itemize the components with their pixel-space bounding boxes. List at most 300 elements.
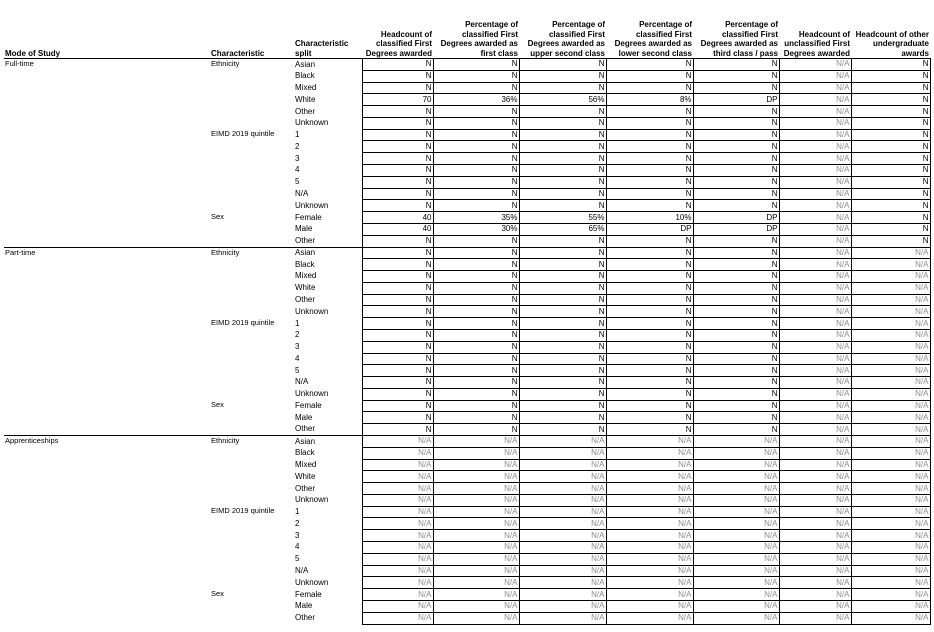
value-cell: N: [362, 282, 433, 294]
value-cell: N/A: [433, 565, 519, 577]
value-cell: N: [693, 424, 779, 436]
characteristic-split-cell: 2: [295, 141, 300, 151]
value-cell: N: [606, 271, 693, 283]
value-cell: N/A: [779, 223, 851, 235]
value-cell: N: [433, 365, 519, 377]
value-cell: N: [362, 365, 433, 377]
col-header-unclassified: Headcount of unclassified First Degrees awarded: [779, 0, 851, 59]
value-cell: N: [433, 106, 519, 118]
value-cell: N/A: [779, 235, 851, 247]
value-cell: 65%: [519, 223, 606, 235]
value-cell: N/A: [851, 471, 930, 483]
value-cell: N/A: [779, 188, 851, 200]
value-cell: N: [362, 165, 433, 177]
value-cell: N/A: [851, 577, 930, 589]
value-cell: N/A: [851, 447, 930, 459]
value-cell: N/A: [851, 483, 930, 495]
value-cell: N: [519, 176, 606, 188]
value-cell: N: [433, 141, 519, 153]
value-cell: N: [433, 259, 519, 271]
value-cell: N/A: [779, 530, 851, 542]
value-cell: N/A: [519, 589, 606, 601]
value-cell: N/A: [851, 494, 930, 506]
value-cell: N/A: [433, 530, 519, 542]
mode-header: Mode of Study: [4, 0, 210, 59]
characteristic-split-cell: Unknown: [295, 200, 329, 210]
value-cell: N/A: [519, 459, 606, 471]
characteristic-split-cell: 5: [295, 177, 300, 187]
value-cell: N: [433, 400, 519, 412]
value-cell: N: [519, 259, 606, 271]
value-cell: N: [851, 70, 930, 82]
value-cell: N/A: [362, 436, 433, 448]
value-cell: N/A: [851, 506, 930, 518]
value-cell: N: [433, 176, 519, 188]
value-cell: N: [519, 165, 606, 177]
value-cell: N: [606, 400, 693, 412]
value-cell: N: [362, 329, 433, 341]
characteristic-split-cell: 2: [295, 518, 300, 528]
value-cell: N: [362, 247, 433, 259]
header-row: [4, 0, 930, 59]
value-cell: N: [606, 341, 693, 353]
value-cell: N: [693, 282, 779, 294]
value-cell: N/A: [779, 106, 851, 118]
value-cell: N/A: [851, 259, 930, 271]
value-cell: N/A: [362, 600, 433, 612]
value-cell: N/A: [779, 553, 851, 565]
value-cell: N: [362, 377, 433, 389]
value-cell: N: [433, 59, 519, 71]
value-cell: N: [362, 318, 433, 330]
table-row: [4, 59, 930, 71]
characteristic-cell: Ethnicity: [210, 247, 294, 318]
value-cell: 10%: [606, 212, 693, 224]
value-cell: N: [519, 129, 606, 141]
value-cell: N: [693, 165, 779, 177]
value-cell: N: [362, 412, 433, 424]
value-cell: N/A: [851, 412, 930, 424]
value-cell: N/A: [693, 483, 779, 495]
value-cell: N/A: [693, 530, 779, 542]
value-cell: N/A: [433, 483, 519, 495]
value-cell: N: [519, 412, 606, 424]
value-cell: N/A: [851, 436, 930, 448]
value-cell: N/A: [606, 530, 693, 542]
value-cell: N: [693, 235, 779, 247]
value-cell: N: [433, 247, 519, 259]
value-cell: N/A: [433, 471, 519, 483]
value-cell: N/A: [693, 565, 779, 577]
characteristic-cell: EIMD 2019 quintile: [211, 506, 275, 516]
value-cell: N: [362, 400, 433, 412]
value-cell: N: [519, 424, 606, 436]
value-cell: N/A: [779, 306, 851, 318]
value-cell: N: [433, 294, 519, 306]
col-header-lower-second: Percentage of classified First Degrees awarded as lower second class: [606, 0, 693, 59]
value-cell: N: [433, 329, 519, 341]
value-cell: N/A: [779, 176, 851, 188]
value-cell: N: [606, 70, 693, 82]
value-cell: N: [693, 59, 779, 71]
value-cell: N/A: [433, 447, 519, 459]
characteristic-split-cell: Unknown: [295, 577, 329, 587]
value-cell: N: [606, 188, 693, 200]
value-cell: N/A: [779, 212, 851, 224]
value-cell: N: [693, 82, 779, 94]
value-cell: N: [851, 59, 930, 71]
value-cell: N: [693, 129, 779, 141]
value-cell: N: [693, 412, 779, 424]
value-cell: N/A: [851, 247, 930, 259]
value-cell: N: [519, 70, 606, 82]
value-cell: N/A: [851, 542, 930, 554]
value-cell: N: [433, 188, 519, 200]
value-cell: N: [606, 329, 693, 341]
value-cell: N/A: [693, 506, 779, 518]
characteristic-split-cell: Unknown: [295, 306, 329, 316]
value-cell: N/A: [693, 589, 779, 601]
value-cell: N: [362, 153, 433, 165]
value-cell: 35%: [433, 212, 519, 224]
value-cell: N: [433, 377, 519, 389]
characteristic-split-cell: White: [295, 283, 316, 293]
value-cell: N/A: [606, 577, 693, 589]
value-cell: N: [519, 200, 606, 212]
value-cell: N: [693, 365, 779, 377]
value-cell: N: [519, 188, 606, 200]
value-cell: N: [519, 388, 606, 400]
value-cell: N/A: [779, 318, 851, 330]
characteristic-split-cell: Black: [295, 259, 315, 269]
value-cell: N/A: [851, 353, 930, 365]
value-cell: N: [433, 388, 519, 400]
value-cell: N/A: [779, 82, 851, 94]
value-cell: N/A: [606, 436, 693, 448]
value-cell: N/A: [362, 506, 433, 518]
value-cell: N/A: [693, 542, 779, 554]
value-cell: N: [362, 388, 433, 400]
value-cell: N/A: [779, 471, 851, 483]
value-cell: N/A: [433, 542, 519, 554]
value-cell: N/A: [433, 506, 519, 518]
value-cell: N: [693, 271, 779, 283]
value-cell: N: [851, 82, 930, 94]
value-cell: N: [362, 306, 433, 318]
mode-of-study-cell: Part-time: [4, 247, 210, 436]
value-cell: N/A: [693, 436, 779, 448]
value-cell: 8%: [606, 94, 693, 106]
value-cell: N/A: [606, 553, 693, 565]
characteristic-cell: Sex: [211, 400, 224, 410]
value-cell: N: [433, 282, 519, 294]
value-cell: N: [606, 176, 693, 188]
value-cell: N/A: [362, 483, 433, 495]
value-cell: N: [606, 82, 693, 94]
value-cell: N: [606, 377, 693, 389]
value-cell: N: [362, 259, 433, 271]
value-cell: N/A: [779, 436, 851, 448]
value-cell: 55%: [519, 212, 606, 224]
value-cell: N/A: [851, 388, 930, 400]
value-cell: N/A: [519, 494, 606, 506]
value-cell: N: [693, 247, 779, 259]
value-cell: N: [606, 294, 693, 306]
value-cell: N/A: [779, 329, 851, 341]
value-cell: N: [519, 400, 606, 412]
value-cell: N/A: [851, 459, 930, 471]
value-cell: N/A: [693, 447, 779, 459]
characteristic-split-cell: Other: [295, 424, 316, 434]
value-cell: N/A: [779, 165, 851, 177]
value-cell: N/A: [779, 483, 851, 495]
value-cell: N/A: [851, 424, 930, 436]
characteristic-split-cell: Other: [295, 613, 316, 623]
value-cell: N: [606, 306, 693, 318]
value-cell: N: [433, 353, 519, 365]
characteristic-split-cell: Mixed: [295, 271, 317, 281]
value-cell: 40: [362, 223, 433, 235]
characteristic-cell: EIMD 2019 quintile: [211, 129, 275, 139]
characteristic-split-cell: 5: [295, 365, 300, 375]
value-cell: N/A: [851, 365, 930, 377]
value-cell: N: [433, 117, 519, 129]
table-row: [4, 247, 930, 259]
value-cell: N/A: [433, 459, 519, 471]
characteristic-cell: Sex: [211, 588, 224, 598]
characteristic-split-cell: 1: [295, 507, 300, 517]
value-cell: N/A: [362, 565, 433, 577]
value-cell: N: [693, 188, 779, 200]
col-header-headcount-classified: Headcount of classified First Degrees awarded: [362, 0, 433, 59]
value-cell: N: [851, 94, 930, 106]
value-cell: N/A: [693, 459, 779, 471]
value-cell: N/A: [606, 506, 693, 518]
characteristic-split-cell: White: [295, 471, 316, 481]
value-cell: N: [519, 59, 606, 71]
value-cell: N: [851, 176, 930, 188]
value-cell: N: [362, 235, 433, 247]
value-cell: N: [519, 377, 606, 389]
value-cell: N: [693, 388, 779, 400]
value-cell: N: [433, 153, 519, 165]
value-cell: N: [851, 212, 930, 224]
value-cell: N/A: [851, 294, 930, 306]
value-cell: N/A: [362, 530, 433, 542]
value-cell: N/A: [779, 282, 851, 294]
value-cell: N: [362, 82, 433, 94]
characteristic-split-cell: Other: [295, 483, 316, 493]
value-cell: N: [362, 141, 433, 153]
value-cell: N/A: [693, 577, 779, 589]
value-cell: N: [433, 235, 519, 247]
characteristic-split-cell: Male: [295, 601, 313, 611]
characteristic-split-cell: N/A: [295, 188, 309, 198]
value-cell: N/A: [693, 518, 779, 530]
value-cell: N: [851, 106, 930, 118]
value-cell: N/A: [779, 518, 851, 530]
value-cell: DP: [693, 223, 779, 235]
value-cell: N: [519, 106, 606, 118]
value-cell: N: [693, 318, 779, 330]
value-cell: N/A: [851, 589, 930, 601]
value-cell: N/A: [851, 600, 930, 612]
value-cell: N/A: [693, 612, 779, 624]
characteristic-split-cell: Asian: [294, 59, 362, 71]
characteristic-split-cell: Black: [295, 71, 315, 81]
value-cell: N/A: [433, 600, 519, 612]
value-cell: N/A: [779, 400, 851, 412]
value-cell: N/A: [433, 577, 519, 589]
value-cell: N: [606, 412, 693, 424]
characteristic-split-cell: Male: [295, 412, 313, 422]
value-cell: N/A: [433, 553, 519, 565]
value-cell: N/A: [693, 600, 779, 612]
value-cell: 40: [362, 212, 433, 224]
value-cell: N/A: [362, 459, 433, 471]
value-cell: N: [519, 318, 606, 330]
value-cell: N: [362, 188, 433, 200]
value-cell: N/A: [779, 612, 851, 624]
value-cell: N/A: [851, 518, 930, 530]
value-cell: N: [851, 200, 930, 212]
value-cell: N/A: [519, 577, 606, 589]
value-cell: N: [693, 341, 779, 353]
value-cell: N/A: [362, 577, 433, 589]
value-cell: N/A: [779, 424, 851, 436]
characteristic-cell: EIMD 2019 quintile: [211, 317, 275, 327]
characteristic-header: Characteristic: [210, 0, 294, 59]
value-cell: N/A: [851, 400, 930, 412]
value-cell: 30%: [433, 223, 519, 235]
value-cell: N: [606, 259, 693, 271]
characteristic-cell: Sex: [211, 211, 224, 221]
value-cell: N: [693, 141, 779, 153]
value-cell: N/A: [779, 565, 851, 577]
characteristic-split-cell: Mixed: [295, 82, 317, 92]
value-cell: N: [362, 341, 433, 353]
value-cell: N/A: [779, 70, 851, 82]
characteristic-split-cell: 4: [295, 542, 300, 552]
table-row: [4, 436, 930, 448]
value-cell: N/A: [362, 447, 433, 459]
value-cell: N: [606, 318, 693, 330]
value-cell: N/A: [519, 565, 606, 577]
value-cell: N: [519, 247, 606, 259]
characteristic-cell: Ethnicity: [210, 59, 294, 130]
value-cell: N/A: [362, 471, 433, 483]
characteristic-split-cell: 3: [295, 153, 300, 163]
value-cell: N: [519, 294, 606, 306]
value-cell: N/A: [779, 459, 851, 471]
value-cell: N: [606, 153, 693, 165]
value-cell: N/A: [779, 494, 851, 506]
value-cell: N: [606, 424, 693, 436]
value-cell: N: [606, 235, 693, 247]
value-cell: N: [362, 200, 433, 212]
characteristic-split-cell: Unknown: [295, 495, 329, 505]
value-cell: N: [606, 200, 693, 212]
degree-outcomes-table: [4, 0, 931, 625]
value-cell: N: [606, 141, 693, 153]
characteristic-split-cell: 2: [295, 330, 300, 340]
value-cell: N/A: [433, 612, 519, 624]
characteristic-split-cell: Asian: [294, 247, 362, 259]
value-cell: N: [433, 70, 519, 82]
value-cell: N/A: [779, 506, 851, 518]
mode-of-study-cell: Apprenticeships: [4, 436, 210, 625]
value-cell: N/A: [779, 200, 851, 212]
characteristic-split-cell: Black: [295, 448, 315, 458]
mode-of-study-cell: Full-time: [4, 59, 210, 248]
value-cell: N/A: [606, 600, 693, 612]
value-cell: 70: [362, 94, 433, 106]
value-cell: N: [693, 377, 779, 389]
value-cell: N/A: [433, 589, 519, 601]
value-cell: N/A: [433, 518, 519, 530]
value-cell: 56%: [519, 94, 606, 106]
value-cell: N/A: [779, 247, 851, 259]
value-cell: N: [362, 59, 433, 71]
value-cell: N: [693, 117, 779, 129]
value-cell: N: [519, 153, 606, 165]
characteristic-split-cell: N/A: [295, 377, 309, 387]
value-cell: N: [851, 153, 930, 165]
value-cell: N/A: [519, 483, 606, 495]
characteristic-cell: Ethnicity: [210, 436, 294, 507]
value-cell: N/A: [851, 553, 930, 565]
value-cell: N: [362, 129, 433, 141]
value-cell: N/A: [693, 471, 779, 483]
value-cell: N: [519, 353, 606, 365]
value-cell: N: [362, 106, 433, 118]
col-header-upper-second: Percentage of classified First Degrees awarded as upper second class: [519, 0, 606, 59]
value-cell: N/A: [362, 589, 433, 601]
value-cell: N/A: [606, 518, 693, 530]
table-body: [4, 59, 930, 625]
value-cell: N/A: [362, 553, 433, 565]
value-cell: N: [606, 353, 693, 365]
value-cell: N/A: [779, 341, 851, 353]
value-cell: N: [851, 235, 930, 247]
value-cell: N: [362, 353, 433, 365]
characteristic-split-cell: 1: [295, 130, 300, 140]
value-cell: N: [433, 341, 519, 353]
characteristic-split-cell: 4: [295, 165, 300, 175]
value-cell: N/A: [779, 412, 851, 424]
value-cell: N: [519, 282, 606, 294]
value-cell: N/A: [779, 447, 851, 459]
value-cell: N: [433, 412, 519, 424]
col-header-other-undergrad: Headcount of other undergraduate awards: [851, 0, 930, 59]
value-cell: N: [851, 188, 930, 200]
value-cell: N: [851, 129, 930, 141]
value-cell: N/A: [606, 542, 693, 554]
characteristic-split-cell: Asian: [294, 436, 362, 448]
value-cell: N/A: [606, 565, 693, 577]
value-cell: N/A: [519, 506, 606, 518]
value-cell: N/A: [693, 494, 779, 506]
value-cell: N: [519, 235, 606, 247]
value-cell: N/A: [851, 377, 930, 389]
value-cell: N/A: [362, 518, 433, 530]
value-cell: N: [519, 271, 606, 283]
value-cell: N/A: [519, 600, 606, 612]
value-cell: N/A: [779, 577, 851, 589]
value-cell: N: [362, 176, 433, 188]
value-cell: N/A: [779, 388, 851, 400]
value-cell: N/A: [779, 129, 851, 141]
